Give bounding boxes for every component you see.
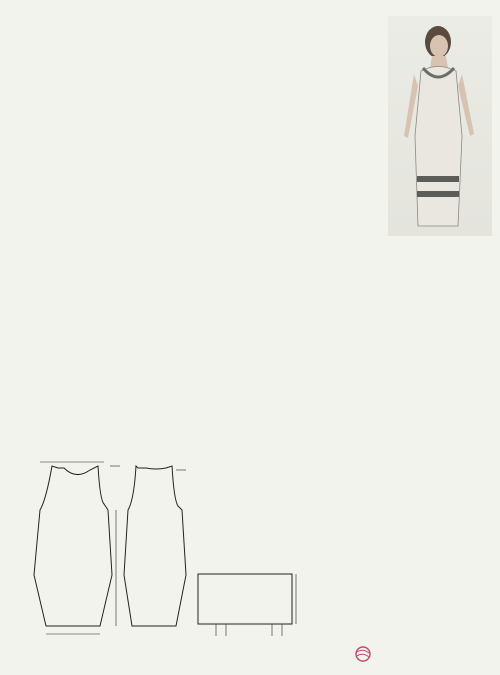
yarn-ball-logo-icon [352, 644, 374, 662]
back-piece [124, 466, 186, 626]
collar-piece [198, 574, 296, 636]
front-piece [34, 462, 120, 634]
